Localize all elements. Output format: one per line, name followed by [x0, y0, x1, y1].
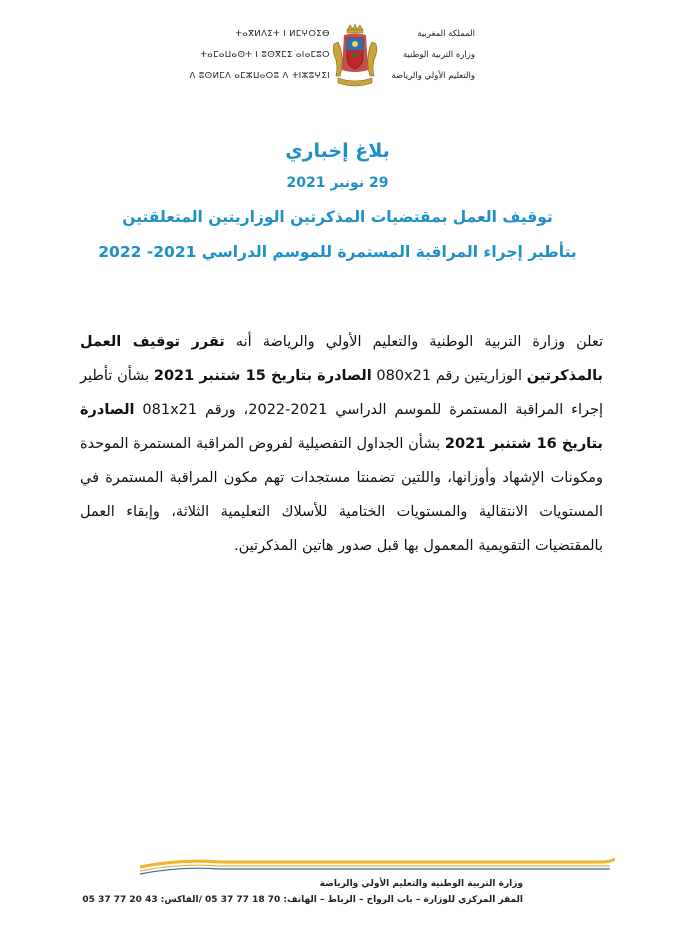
- document-subtitle-line-1: توقيف العمل بمقتضيات المذكرتين الوزاريتين المتعلقتين: [122, 208, 553, 226]
- letterhead-line: والتعليم الأولي والرياضة: [391, 71, 475, 81]
- document-date: 29 نونبر 2021: [286, 175, 389, 191]
- body-bold-part: تقرر توقيف العمل بالمذكرتين: [80, 334, 603, 384]
- letterhead-line: وزارة التربية الوطنية: [402, 50, 475, 60]
- tifinagh-line: ⵜⴰⵎⴰⵡⴰⵙⵜ ⵏ ⵓⵙⴳⵎⵉ ⴰⵏⴰⵎⵓⵔ: [200, 50, 330, 60]
- tifinagh-line: ⴷ ⵓⵙⵍⵎⴷ ⴰⵎⵣⵡⴰⵔⵓ ⴷ ⵜⵏⵣⵓⵖⵉⵏ: [189, 71, 330, 81]
- footer: [82, 876, 523, 908]
- body-text-part: تعلن وزارة التربية الوطنية والتعليم الأولي والرياضة أنه: [224, 334, 603, 350]
- document-subtitle-line-2: بتأطير إجراء المراقبة المستمرة للموسم الدراسي 2021- 2022: [98, 243, 577, 261]
- body-bold-part: الصادرة بتاريخ 16 شتنبر 2021: [80, 402, 603, 452]
- announcement-body: [80, 325, 603, 563]
- tifinagh-letterhead: [189, 24, 330, 87]
- tifinagh-line: ⵜⴰⴳⵍⴷⵉⵜ ⵏ ⵍⵎⵖⵔⵉⴱ: [235, 29, 330, 39]
- letterhead-line: المملكة المغربية: [417, 29, 475, 39]
- morocco-coat-of-arms-icon: [330, 22, 380, 92]
- footer-ministry: وزارة التربية الوطنية والتعليم الأولي والرياضة: [319, 879, 523, 889]
- body-bold-part: الصادرة بتاريخ 15 شتنبر 2021: [153, 368, 372, 384]
- footer-address: المقر المركزي للوزارة – باب الرواح – الرباط – الهاتف: 70 18 77 37 05 /الفاكس: 43 20 77 37 05: [82, 895, 523, 905]
- body-text-part: بشأن الجداول التفصيلية لفروض المراقبة المستمرة الموحدة ومكونات الإشهاد وأوزانها، واللتين تضمنتا مستجدات تهم مكون المراقبة المستمرة في المستويات الانتقالية والمستويات الختامية للأسلاك التعليمية الثلاثة، وإبقاء العمل بالمقتضيات التقويمية المعمول بها قبل صدور هاتين المذكرتين.: [80, 436, 603, 554]
- body-text-part: الوزاريتين رقم 080x21: [371, 368, 527, 384]
- document-title: بلاغ إخباري: [285, 140, 390, 162]
- arabic-letterhead: [380, 24, 475, 87]
- letterhead: [189, 22, 475, 102]
- body-text-part: بشأن تأطير إجراء المراقبة المستمرة للموسم الدراسي 2021-2022، ورقم 081x21: [80, 368, 603, 418]
